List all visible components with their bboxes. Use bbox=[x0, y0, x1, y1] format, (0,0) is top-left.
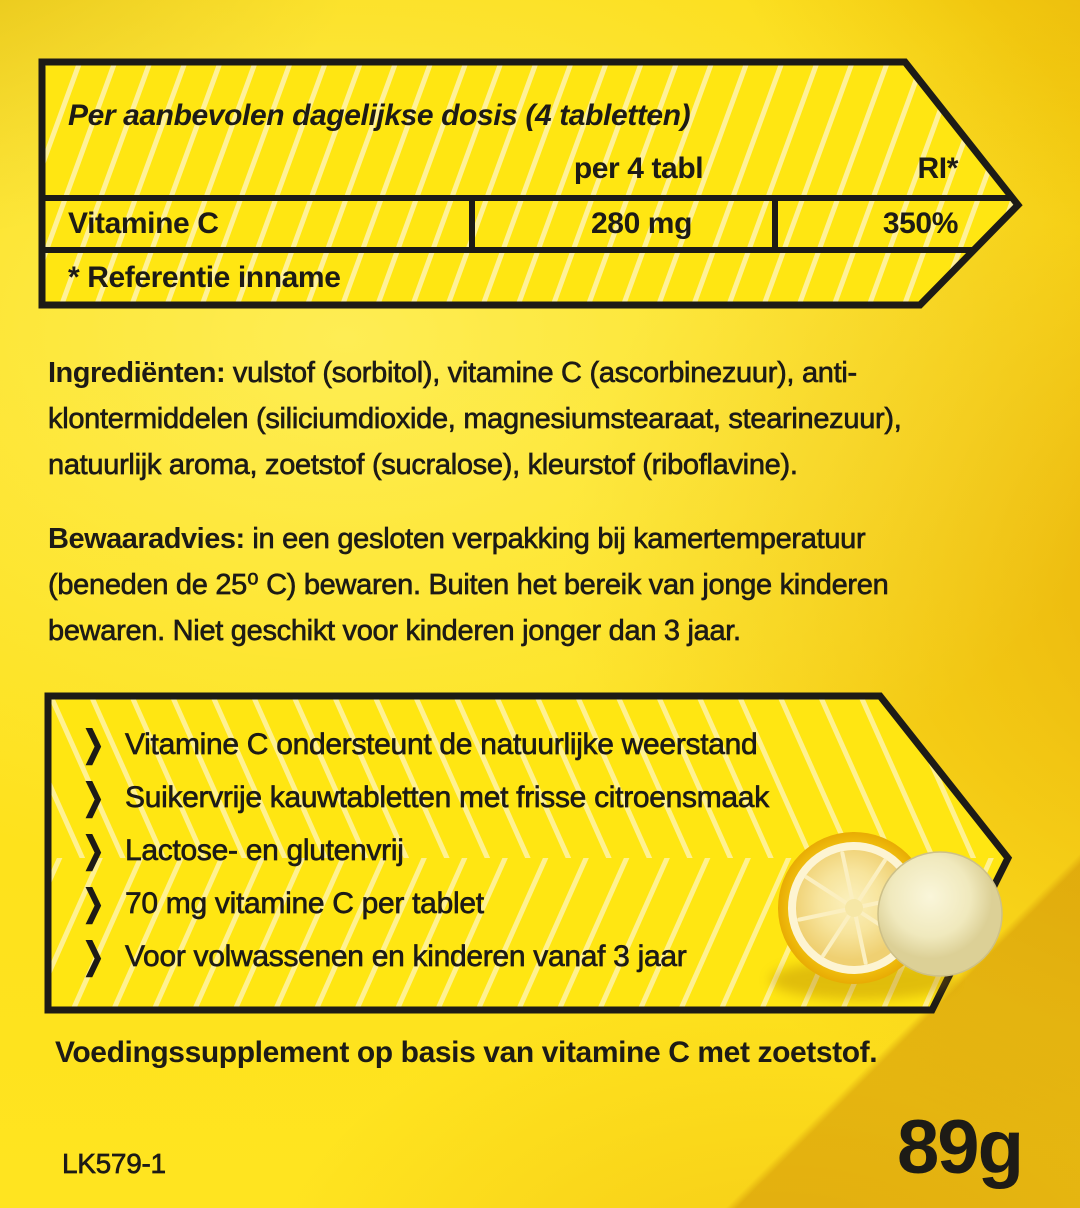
storage-line-3: bewaren. Niet geschikt voor kinderen jonger dan 3 jaar. bbox=[48, 615, 741, 647]
lemon-tablet-artwork bbox=[762, 818, 1024, 1010]
net-weight: 89g bbox=[897, 1105, 1022, 1190]
benefit-item bbox=[82, 718, 1010, 771]
ingredients-line-2: klontermiddelen (siliciumdioxide, magnesiumstearaat, stearinezuur), bbox=[48, 403, 902, 435]
benefit-text: Vitamine C ondersteunt de natuurlijke weerstand bbox=[125, 727, 758, 761]
benefit-text: 70 mg vitamine C per tablet bbox=[125, 886, 484, 920]
nutrient-amount: 280 mg bbox=[591, 207, 692, 240]
product-code: LK579-1 bbox=[62, 1148, 166, 1179]
column-header-ri: RI* bbox=[917, 152, 958, 185]
chevron-right-icon: ❯ bbox=[82, 935, 105, 977]
nutrient-ri-percent: 350% bbox=[882, 207, 958, 240]
storage-lead: Bewaaradvies: bbox=[48, 523, 245, 555]
ingredients-paragraph bbox=[48, 350, 1063, 488]
tablet-image bbox=[878, 852, 1002, 976]
supplement-statement: Voedingssupplement op basis van vitamine C met zoetstof. bbox=[55, 1036, 878, 1069]
chevron-right-icon: ❯ bbox=[82, 829, 105, 871]
storage-paragraph bbox=[48, 516, 1063, 654]
storage-line-1: Bewaaradvies: in een gesloten verpakking bij kamertemperatuur bbox=[48, 523, 866, 555]
nutrient-name: Vitamine C bbox=[68, 207, 219, 240]
chevron-right-icon: ❯ bbox=[82, 776, 105, 818]
ingredients-line-1: Ingrediënten: vulstof (sorbitol), vitamine C (ascorbinezuur), anti- bbox=[48, 357, 857, 389]
benefit-item bbox=[82, 771, 1010, 824]
ingredients-lead: Ingrediënten: bbox=[48, 357, 226, 389]
column-header-per-4-tabl: per 4 tabl bbox=[573, 152, 704, 185]
storage-line-2: (beneden de 25⁰ C) bewaren. Buiten het bereik van jonge kinderen bbox=[48, 569, 889, 601]
nutrition-title: Per aanbevolen dagelijkse dosis (4 tabletten) bbox=[68, 99, 691, 132]
chevron-right-icon: ❯ bbox=[82, 723, 105, 765]
reference-intake-footnote: * Referentie inname bbox=[68, 261, 341, 294]
benefit-text: Lactose- en glutenvrij bbox=[125, 833, 404, 867]
benefit-text: Suikervrije kauwtabletten met frisse citroensmaak bbox=[125, 780, 769, 814]
ingredients-line-3: natuurlijk aroma, zoetstof (sucralose), kleurstof (riboflavine). bbox=[48, 449, 798, 481]
chevron-right-icon: ❯ bbox=[82, 882, 105, 924]
benefit-text: Voor volwassenen en kinderen vanaf 3 jaar bbox=[125, 939, 687, 973]
